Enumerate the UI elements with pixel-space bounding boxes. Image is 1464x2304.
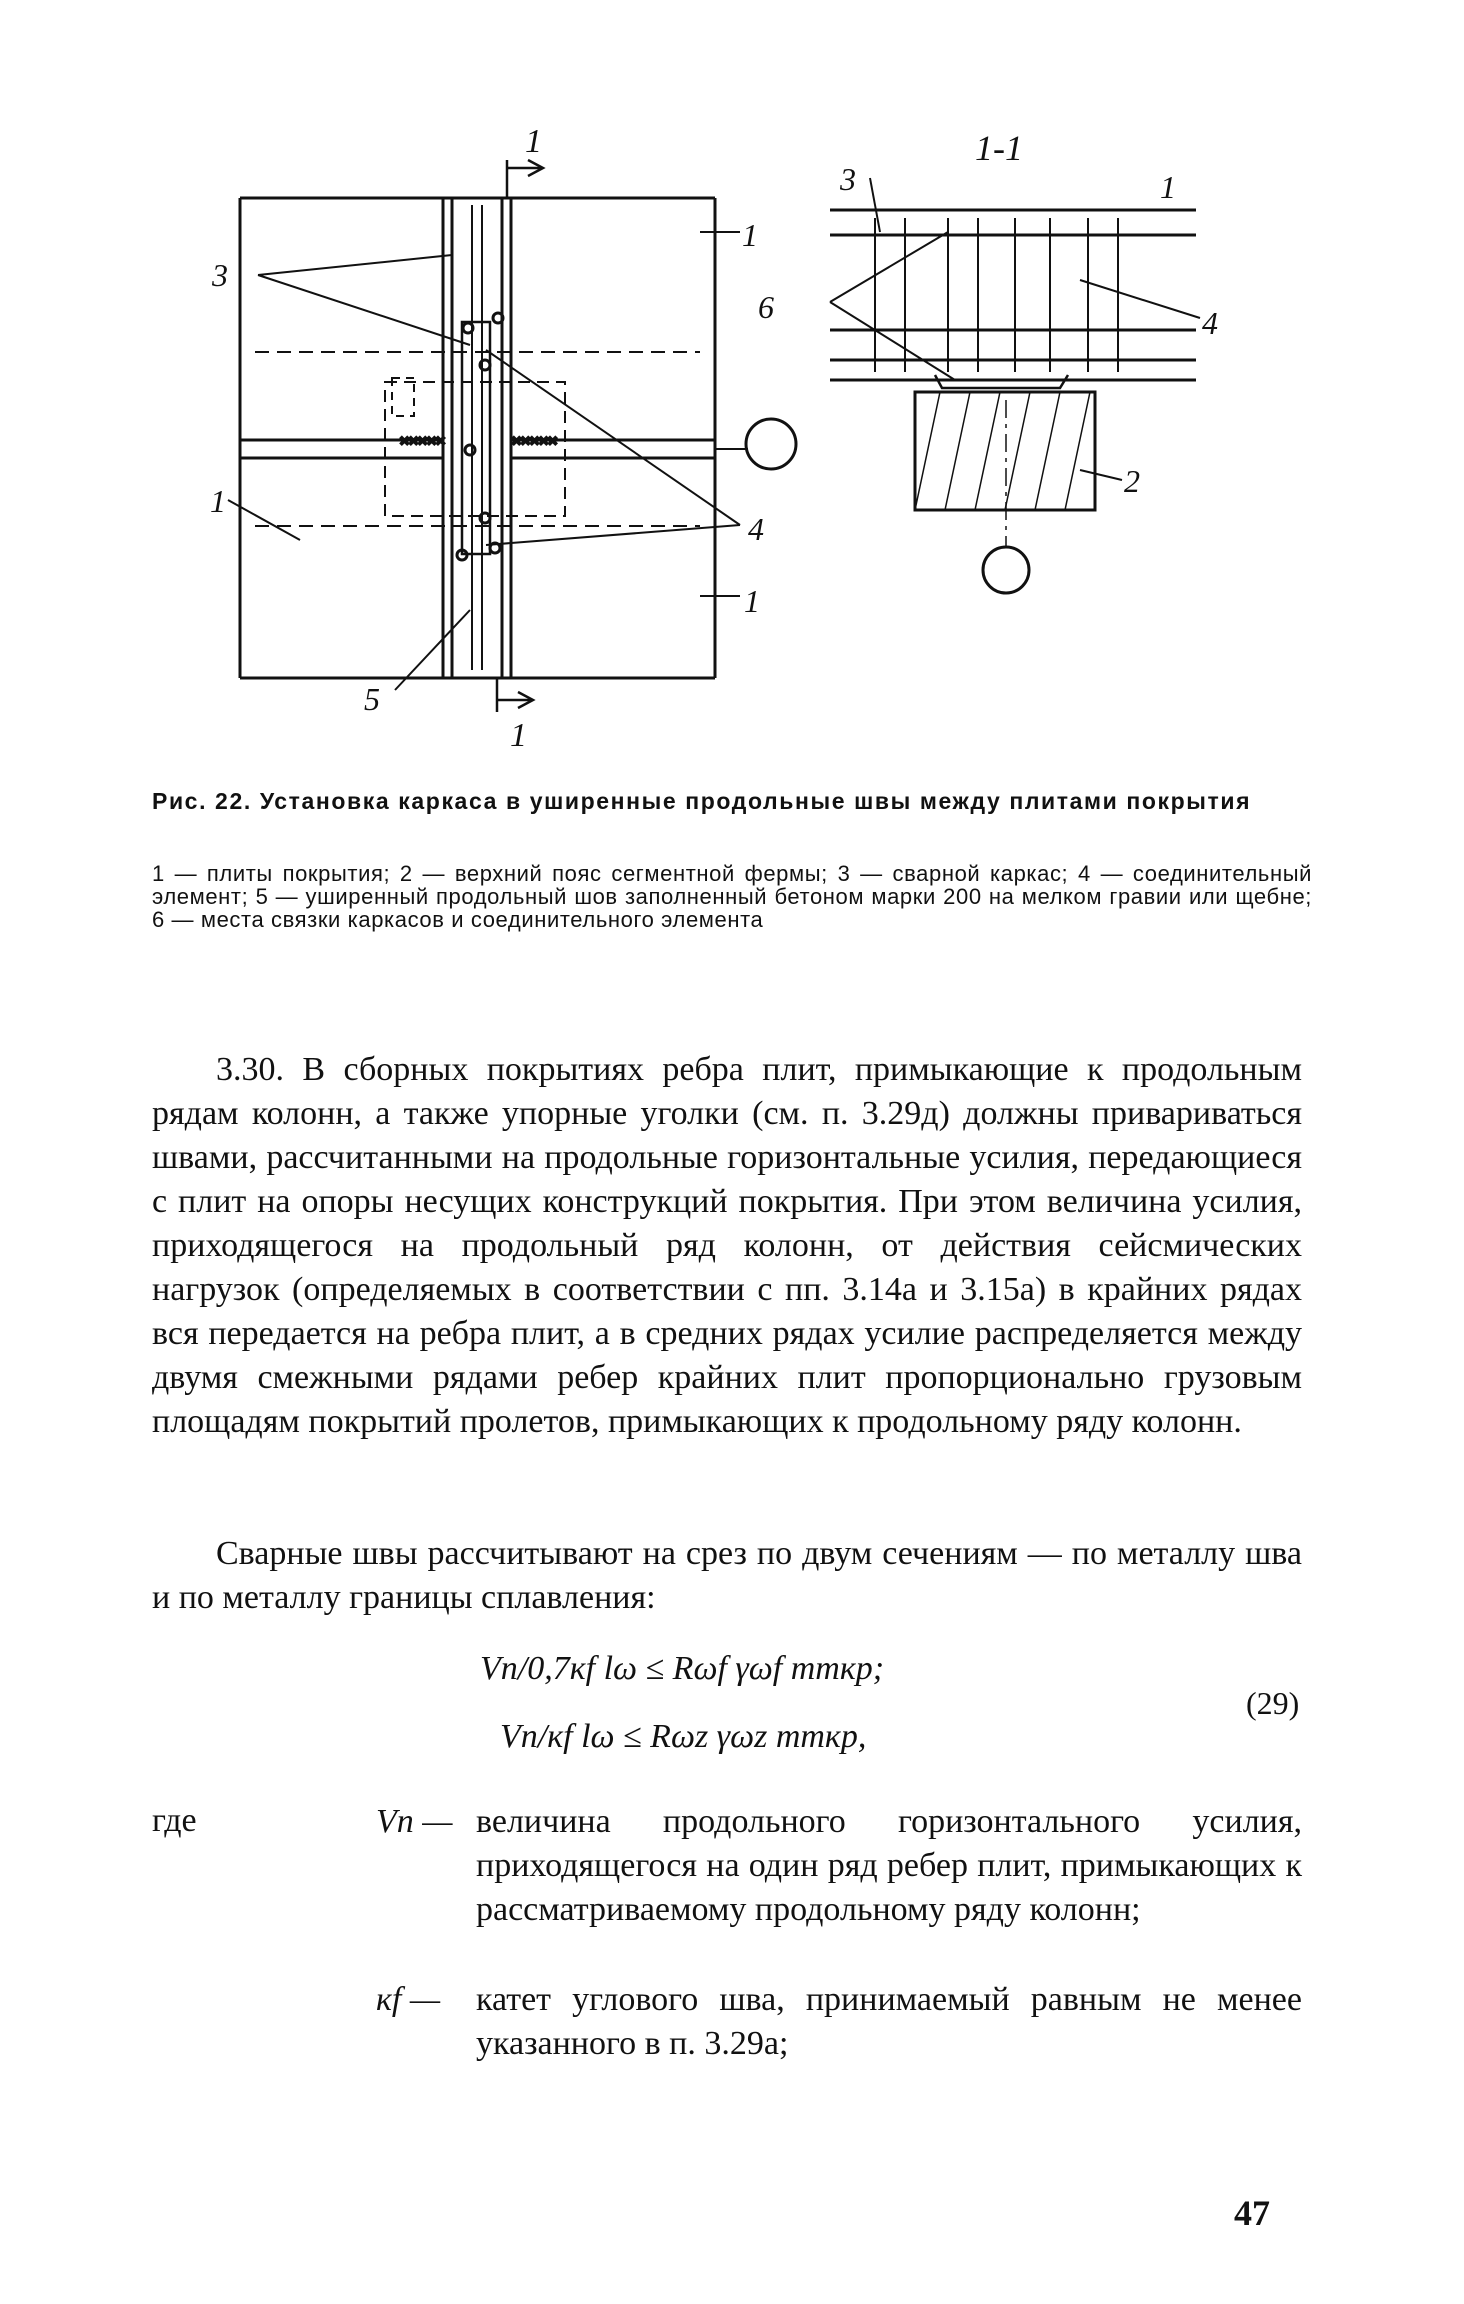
page-number: 47 [1234, 2193, 1270, 2233]
figure-caption-title: Рис. 22. Установка каркаса в уширенные продольные швы между плитами покрытия [152, 788, 1252, 814]
definition-item [376, 1978, 1302, 2068]
callout-4-section: 4 [1202, 305, 1218, 341]
callout-1-plan-left: 1 [210, 483, 226, 519]
plan-section-mark-top: 1 [525, 123, 542, 160]
callout-5-plan: 5 [364, 681, 380, 717]
formula-line-1: Vп/0,7кf lω ≤ Rωf γωf mmкр; [480, 1650, 885, 1687]
definition-symbol: кf — [376, 1981, 441, 2018]
callout-6-section: 6 [758, 289, 774, 325]
section-title-1-1: 1-1 [975, 128, 1023, 168]
definition-item [376, 1800, 1302, 1980]
definition-text: катет углового шва, принимаемый равным не менее указанного в п. 3.29а; [476, 1981, 1302, 2062]
plan-section-mark-bottom: 1 [510, 717, 527, 754]
formula-line-2: Vп/кf lω ≤ Rωz γωz mmкр, [500, 1718, 867, 1755]
callout-4-plan: 4 [748, 511, 764, 547]
callout-3-plan: 3 [212, 257, 228, 293]
svg-text:×××××: ××××× [512, 433, 558, 450]
figure-22-drawing [0, 0, 1464, 780]
formula-number: (29) [1246, 1685, 1300, 1721]
callout-1-section: 1 [1160, 169, 1176, 205]
callout-1-plan-bottom: 1 [744, 583, 760, 619]
definition-symbol: Vп — [376, 1803, 453, 1840]
figure-caption-legend: 1 — плиты покрытия; 2 — верхний пояс сегментной фермы; 3 — сварной каркас; 4 — соединительный элемент; 5 — уширенный продольный шов заполненный бетоном марки 200 на мелком гравии или щебне; 6 — места связки каркасов и соединительного элемента [152, 861, 1312, 932]
callout-1-plan-top: 1 [742, 217, 758, 253]
definition-text: величина продольного горизонтального усилия, приходящегося на один ряд ребер плит, примыкающих к рассматриваемому продольному ряду колонн; [476, 1803, 1302, 1928]
paragraph-3-30 [152, 1048, 1302, 1444]
callout-2-section: 2 [1124, 463, 1140, 499]
svg-text:×××××: ××××× [400, 433, 446, 450]
paragraph-3-30-text: 3.30. В сборных покрытиях ребра плит, примыкающие к продольным рядам колонн, а также упорные уголки (см. п. 3.29д) должны привариваться швами, рассчитанными на продольные горизонтальные усилия, передающиеся с плит на опоры несущих конструкций покрытия. При этом величина усилия, приходящегося на продольный ряд колонн, от действия сейсмических нагрузок (определяемых в соответствии с пп. 3.14а и 3.15а) в крайних рядах вся передается на ребра плит, а в средних рядах усилие распределяется между двумя смежными рядами ребер крайних плит пропорционально грузовым площадям покрытий пролетов, примыкающих к продольному ряду колонн. [152, 1051, 1302, 1440]
paragraph-welds [152, 1532, 1302, 1620]
paragraph-welds-text: Сварные швы рассчитывают на срез по двум сечениям — по металлу шва и по металлу границы сплавления: [152, 1535, 1302, 1616]
callout-3-section: 3 [840, 161, 856, 197]
section-1-1-view [830, 178, 1200, 593]
plan-view [228, 160, 796, 712]
where-label: где [152, 1802, 197, 1839]
